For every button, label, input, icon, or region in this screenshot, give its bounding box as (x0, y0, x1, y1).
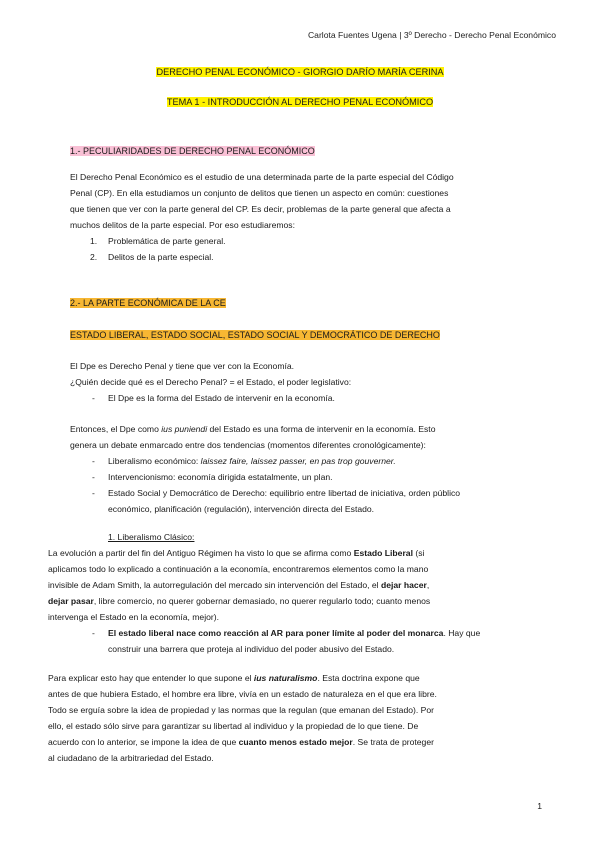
liberalism-heading: 1. Liberalismo Clásico: (108, 532, 195, 542)
then-line-2: genera un debate enmarcado entre dos tendencias (momentos diferentes cronológicamente): (70, 440, 426, 450)
liberalism-p2-line (48, 735, 434, 750)
bullet-marker: - (92, 628, 95, 638)
liberalism-p2-line: ello, el estado sólo sirve para garantizar su libertad al individuo y la propiedad de lo que tiene. De (48, 721, 419, 731)
bullet-marker: - (92, 456, 95, 466)
p1-line4-text: , libre comercio, no querer gobernar demasiado, no querer regularlo todo; cuanto menos (93, 596, 431, 606)
p2-line5-bold: cuanto menos estado mejor (238, 737, 353, 747)
course-title-text: DERECHO PENAL ECONÓMICO - GIORGIO DARÍO MARÍA CERINA (156, 67, 444, 77)
liberalism-p2-line (48, 671, 420, 686)
liberalism-p1-line: intervenga el Estado en la economía, mejor). (48, 612, 220, 622)
p1-bold-dejar-hacer: dejar hacer (380, 580, 427, 590)
liberalism-p1-line (48, 578, 429, 593)
list-item: Problemática de parte general. (108, 236, 226, 246)
p2-line5-b: . Se trata de proteger (352, 737, 434, 747)
bullet-item: El Dpe es la forma del Estado de intervenir en la economía. (108, 393, 335, 403)
p1-bold-dejar-pasar: dejar pasar (48, 596, 94, 606)
liberal-bullet-rest: . Hay que (443, 628, 481, 638)
tendency-prefix: Liberalismo económico: (108, 456, 201, 466)
running-head: Carlota Fuentes Ugena | 3º Derecho - Derecho Penal Económico (307, 30, 556, 40)
p1-comma: , (426, 580, 430, 590)
p2-text-b: . Esta doctrina expone que (317, 673, 420, 683)
tendency-item: Intervencionismo: economía dirigida estatalmente, un plan. (108, 472, 333, 482)
liberal-bullet (108, 626, 480, 641)
bullet-marker: - (92, 488, 95, 498)
section1-heading-text: 1.- PECULIARIDADES DE DERECHO PENAL ECONÓMICO (70, 146, 315, 156)
liberalism-p1-line: aplicamos todo lo explicado a continuación a la economía, encontraremos elementos como la mano (48, 564, 429, 574)
liberalism-p1-line (48, 594, 430, 609)
list-item: Delitos de la parte especial. (108, 252, 214, 262)
section2-intro-line: ¿Quién decide qué es el Derecho Penal? = el Estado, el poder legislativo: (70, 377, 352, 387)
then-text-a: Entonces, el Dpe como (70, 424, 162, 434)
section1-line: muchos delitos de la parte especial. Por eso estudiaremos: (70, 220, 295, 230)
p2-line5-a: acuerdo con lo anterior, se impone la idea de que (48, 737, 239, 747)
section2-subheading (70, 330, 440, 340)
section2-intro-line: El Dpe es Derecho Penal y tiene que ver con la Economía. (70, 361, 295, 371)
section2-heading (70, 298, 226, 308)
tendency-item (108, 454, 396, 469)
then-line (70, 422, 530, 437)
liberalism-p2-line: Todo se erguía sobre la idea de propiedad y las normas que la regulan (que emanan del Estado). Por (48, 705, 435, 715)
topic-title-text: TEMA 1 - INTRODUCCIÓN AL DERECHO PENAL ECONÓMICO (166, 97, 434, 107)
section2-subheading-text: ESTADO LIBERAL, ESTADO SOCIAL, ESTADO SOCIAL Y DEMOCRÁTICO DE DERECHO (70, 330, 440, 340)
p1-text-end: (si (412, 548, 425, 558)
p2-text-a: Para explicar esto hay que entender lo que supone el (48, 673, 254, 683)
section1-line: El Derecho Penal Económico es el estudio de una determinada parte de la parte especial del Código (70, 172, 454, 182)
tendency-italic: laissez faire, laissez passer, en pas trop gouverner. (200, 456, 396, 466)
section1-heading (70, 146, 315, 156)
section2-heading-text: 2.- LA PARTE ECONÓMICA DE LA CE (70, 298, 226, 308)
section1-line: Penal (CP). En ella estudiamos un conjunto de delitos que tienen un aspecto en común: cuestiones (70, 188, 449, 198)
section1-line: que tienen que ver con la parte general del CP. Es decir, problemas de la parte general que afecta a (70, 204, 451, 214)
liberal-bullet-cont: construir una barrera que proteja al individuo del poder abusivo del Estado. (108, 644, 395, 654)
p1-line3-text: invisible de Adam Smith, la autorregulación del mercado sin intervención del Estado, el (48, 580, 381, 590)
bullet-marker: - (92, 393, 95, 403)
p1-bold: Estado Liberal (353, 548, 413, 558)
tendency-item-cont: económico, planificación (regulación), intervención directa del Estado. (108, 504, 375, 514)
p1-text: La evolución a partir del fin del Antiguo Régimen ha visto lo que se afirma como (48, 548, 354, 558)
page-number: 1 (537, 801, 542, 811)
then-text-b: del Estado es una forma de intervenir en la economía. Esto (207, 424, 436, 434)
tendency-item: Estado Social y Democrático de Derecho: equilibrio entre libertad de iniciativa, orden público (108, 488, 461, 498)
list-marker: 1. (90, 236, 98, 246)
liberalism-p2-line: antes de que hubiera Estado, el hombre era libre, vivía en un estado de naturaleza en el que era libre. (48, 689, 437, 699)
liberal-bullet-bold: El estado liberal nace como reacción al AR para poner límite al poder del monarca (108, 628, 444, 638)
liberalism-p2-line: al ciudadano de la arbitrariedad del Estado. (48, 753, 214, 763)
course-title (0, 67, 600, 77)
list-marker: 2. (90, 252, 98, 262)
then-italic: ius puniendi (161, 424, 208, 434)
bullet-marker: - (92, 472, 95, 482)
liberalism-p1-line (48, 546, 532, 561)
topic-title (0, 97, 600, 107)
p2-bold-italic: ius naturalismo (253, 673, 318, 683)
